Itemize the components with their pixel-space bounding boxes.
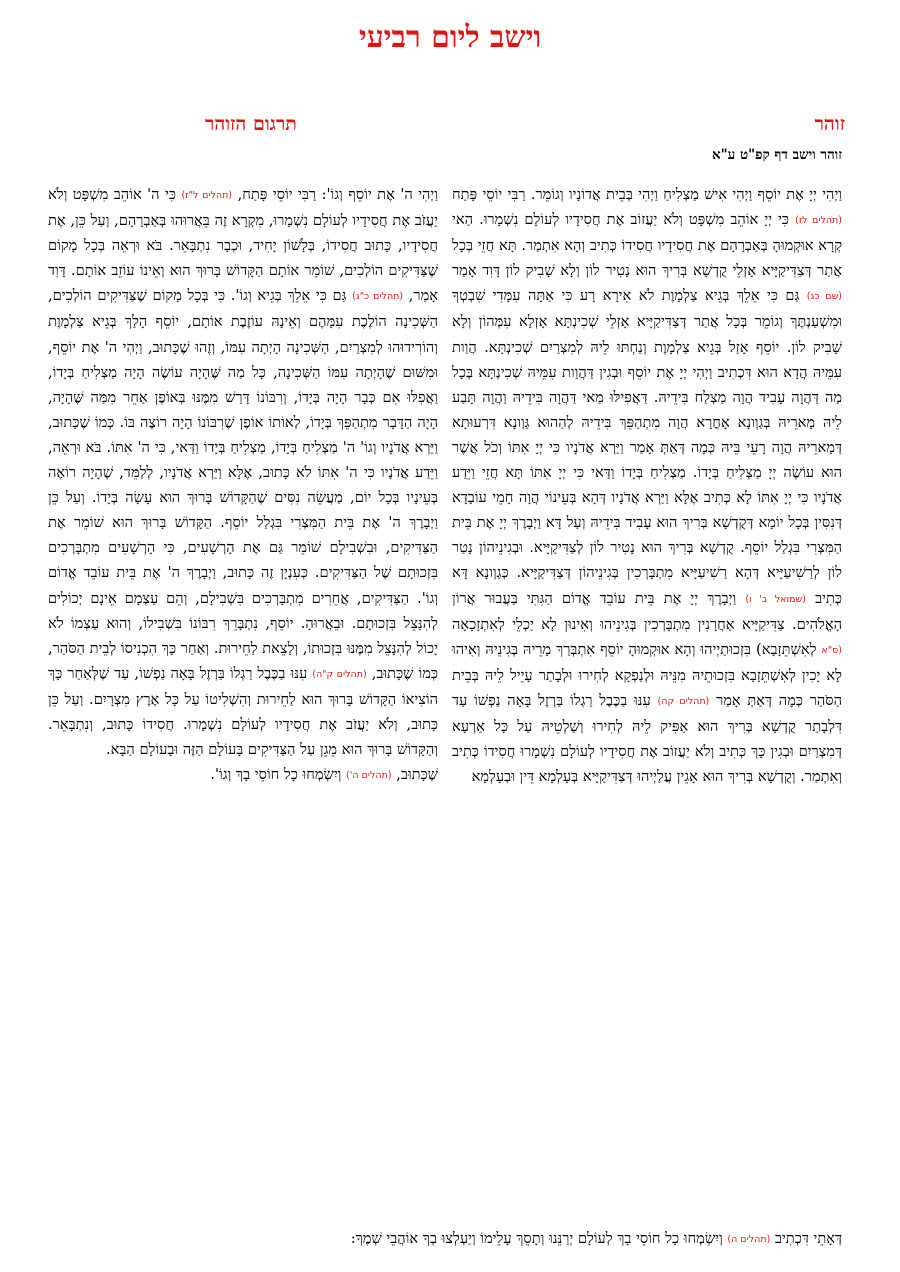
zohar-text: דְּאָתֵי דִּכְתִיב xyxy=(774,1230,842,1247)
zohar-text: וַיְהִי יְיָ אֶת יוֹסֵף וַיְהִי אִישׁ מַצְלִיחַ וַיְהִי בְּבֵית אֲדוֹנָיו וְגוֹמֵר. רַבִּי יוֹסֵי פָּתַח xyxy=(452,186,842,203)
targum-text: שֶׁכָּתוּב, xyxy=(396,766,438,784)
verse-reference: (תהלים לז) xyxy=(795,215,843,227)
verse-reference: (תהלים קה) xyxy=(657,695,710,707)
targum-paragraph xyxy=(48,762,438,788)
targum-text: עִנּוּ בַכֶּבֶל רַגְלוֹ בַּרְזֶל בָּאָה נַפְשׁוֹ, עַד שֶׁלְּאַחַר כָּךְ הוֹצִיאוֹ הַקָּדוֹשׁ בָּרוּךְ הוּא לַחֵירוּת וְהִשְׁלִיטוֹ עַל כָּל אֶרֶץ מִצְרָיִם. וְעַל כֵּן כָּתוּב, וְלֹא יַעֲזֹב אֶת חֲסִידָיו לְעוֹלָם נִשְׁמָרוּ. חֲסִידוֹ כָּתוּב, וְנִתְבָּאֵר. וְהַקָּדוֹשׁ בָּרוּךְ הוּא מֵגֵן עַל הַצַּדִּיקִים בָּעוֹלָם הַזֶּה וּבָעוֹלָם הַבָּא. xyxy=(48,664,438,759)
verse-reference: (תהלים ל"ז) xyxy=(181,190,233,201)
zohar-text: כִּי יְיָ אוֹהֵב מִשְׁפָּט וְלֹא יַעֲזוֹב אֶת חֲסִידָיו לְעוֹלָם נִשְׁמָרוּ. הַאי קְרָא אוּקְמוּהָ בְּאַבְרָהָם אֶת חֲסִידָיו חֲסִידוֹ כְּתִיב וְהָא אִתְמַר. תָּא חֲזֵי בְּכָל אֲתַר דְּצַדִּיקַיָּיא אָזְלֵי קֻדְשָׁא בְּרִיךְ הוּא נָטִיר לוֹן וְלָא שָׁבִיק לוֹן דָּוִד אָמַר xyxy=(452,211,842,280)
targum-text: וַיְהִי ה' אֶת יוֹסֵף וְגוֹ': רַבִּי יוֹסֵי פָּתַח, xyxy=(237,186,438,203)
zohar-heading: זוהר xyxy=(814,113,845,135)
targum-column xyxy=(48,182,438,788)
targum-text: גַּם כִּי אֵלֵךְ בְּגֵיא וְגוֹ'. כִּי בְּכָל מָקוֹם שֶׁצַּדִּיקִים הוֹלְכִים, הַשְּׁכִינָה הוֹלֶכֶת עִמָּהֶם וְאֵינָהּ עוֹזֶבֶת אוֹתָם, יוֹסֵף הָלַךְ בְּגֵיא צַלְמָוֶת וְהוֹרִידוּהוּ לְמִצְרַיִם, הַשְּׁכִינָה הָיְתָה עִמּוֹ, וְזֶהוּ שֶׁכָּתוּב, וַיְהִי ה' אֶת יוֹסֵף, וּמִשּׁוּם שֶׁהָיְתָה עִמּוֹ הַשְּׁכִינָה, כָּל מַה שֶּׁהָיָה עוֹשֶׂה הָיָה מַצְלִיחַ בְּיָדוֹ, וַאֲפִלּוּ אִם כְּבָר הָיָה בְּיָדוֹ, וְרִבּוֹנוֹ דָּרַשׁ מִמֶּנּוּ בְּאוֹפֶן אַחֵר מִמַּה שֶּׁהָיָה, הָיָה הַדָּבָר מִתְהַפֵּךְ בְּיָדוֹ, לְאוֹתוֹ אוֹפֶן שֶׁרִבּוֹנוֹ הָיָה רוֹצֶה בּוֹ. כְּמוֹ שֶׁכָּתוּב, וַיַּרְא אֲדֹנָיו וְגוֹ' ה' מַצְלִיחַ בְּיָדוֹ, מַצְלִיחַ בְּיָדוֹ וַדַּאי, כִּי ה' אִתּוֹ. בֹּא וּרְאֵה, וַיֵּדַע אֲדֹנָיו כִּי ה' אִתּוֹ לֹא כָּתוּב, אֶלָּא וַיַּרְא אֲדֹנָיו, לְלַמֵּד, שֶׁהָיָה רוֹאֶה בְּעֵינָיו בְּכָל יוֹם, מַעֲשֵׂה נִסִּים שֶׁהַקָּדוֹשׁ בָּרוּךְ הוּא עָשָׂה בְּיָדוֹ. וְעַל כֵּן וַיְבָרֶךְ ה' אֶת בֵּית הַמִּצְרִי בִּגְלַל יוֹסֵף. הַקָּדוֹשׁ בָּרוּךְ הוּא שׁוֹמֵר אֶת הַצַּדִּיקִים, וּבִשְׁבִילָם שׁוֹמֵר גַּם אֶת הָרְשָׁעִים, כִּי הָרְשָׁעִים מִתְבָּרְכִים בִּזְכוּתָם שֶׁל הַצַּדִּיקִים. כְּעִנְיָן זֶה כָּתוּב, וַיְבָרֶךְ ה' אֶת בֵּית עוֹבֵד אֱדוֹם וְגוֹ'. הַצַּדִּיקִים, אֲחֵרִים מִתְבָּרְכִים בִּשְׁבִילָם, וְהֵם עַצְמָם אֵינָם יְכוֹלִים לְהִנָּצֵל בִּזְכוּתָם. וּבֵאֲרוּהָ. יוֹסֵף, נִתְבָּרֵךְ רִבּוֹנוֹ בִּשְׁבִילוֹ, וְהוּא עַצְמוֹ לֹא יָכוֹל לְהִנָּצֵל מִמֶּנּוּ בִּזְכוּתוֹ, וְלָצֵאת לַחֵירוּת. וְאַחַר כָּךְ הִכְנִיסוֹ לְבֵית הַסֹּהַר, כְּמוֹ שֶׁכָּתוּב, xyxy=(48,287,439,682)
targum-text: וְיִשְׂמְחוּ כָל חוֹסֵי בָךְ וְגוֹ'. xyxy=(210,766,342,784)
zohar-paragraph xyxy=(452,182,842,789)
targum-text: כִּי ה' אוֹהֵב מִשְׁפָּט וְלֹא יַעֲזֹב אֶת חֲסִידָיו לְעוֹלָם נִשְׁמָרוּ, מִקְרָא זֶה בֵּאֲרוּהוּ בְּאַבְרָהָם, וְעַל כֵּן, אֶת חֲסִידָיו, כָּתוּב חֲסִידוֹ, בְּלָשׁוֹן יָחִיד, וּכְבָר נִתְבָּאֵר. בֹּא וּרְאֵה בְּכָל מָקוֹם שֶׁצַּדִּיקִים הוֹלְכִים, שׁוֹמֵר אוֹתָם הַקָּדוֹשׁ בָּרוּךְ הוּא וְאֵינוֹ עוֹזֵב אוֹתָם. דָּוִד אָמַר, xyxy=(48,186,439,305)
source-reference: זוהר וישב דף קפ"ט ע"א xyxy=(711,147,842,163)
targum-paragraph xyxy=(48,182,438,762)
verse-reference: (תהלים ק"ה) xyxy=(312,668,367,680)
verse-reference: (שם כג) xyxy=(806,291,843,303)
targum-heading: תרגום הזוהר xyxy=(205,113,297,135)
zohar-text: וְיִשְׂמְחוּ כָל חוֹסֵי בָךְ לְעוֹלָם יְרַנֵּנוּ וְתָסֵךְ עָלֵימוֹ וְיַעְלְצוּ בְךָ אוֹהֲבֵי שְׁמֶךָ: xyxy=(350,1230,723,1247)
zohar-text: וַיְבָרֶךְ יְיָ אֶת בֵּית עוֹבֵד אֱדוֹם הַגִּתִּי בַּעֲבוּר אֲרוֹן הָאֱלֹהִים. צַדִּיקַיָּיא אַחֲרָנִין מִתְבָּרְכִין בְּגִינֵיהוּ וְאִינוּן לָא יַכְלֵי לְאִתְזָכָאָה xyxy=(452,589,842,633)
zohar-text: עִנּוּ בַכֶּבֶל רַגְלוֹ בַּרְזֶל בָּאָה נַפְשׁוֹ עַד דִּלְבָתַר קֻדְשָׁא בְּרִיךְ הוּא אַפִּיק לֵיהּ לְחִירוּ וְשַׁלְטֵיהּ עַל כָּל אַרְעָא דְּמִצְרַיִם וּבְגִין כָּךְ כְּתִיב וְלֹא יַעֲזוֹב אֶת חֲסִידָיו לְעוֹלָם נִשְׁמָרוּ חֲסִידוֹ כְּתִיב וְאִתְמַר. וְקֻדְשָׁא בְּרִיךְ הוּא אָגֵין עֲלַיְיהוּ דְּצַדִּיקַיָּיא בְּעָלְמָא דֵּין וּבְעָלְמָא xyxy=(452,691,842,786)
page-title: וישב ליום רביעי xyxy=(358,20,542,55)
zohar-text: לְאִשְׁתֵּזָבָא) בִּזְכוּתַיְיהוּ וְהָא אוּקְמוּהָ יוֹסֵף אִתְבְּרַךְ מָרֵיהּ בְּגִינֵיהּ וְאִיהוּ לָא יָכִין לְאִשְׁתֵּזָבָא בִּזְכוּתֵיהּ מִנֵּיהּ וּלְנַפְקָא לְחִירוּ וּלְבָתַר עָיֵיל לֵיהּ בְּבֵית הַסֹּהַר כְּמָה דְּאַתְּ אָמַר xyxy=(452,640,842,709)
zohar-closing-line xyxy=(48,1226,842,1252)
zohar-column xyxy=(452,182,842,789)
verse-reference: (תהלים כ"ג) xyxy=(352,291,404,303)
zohar-text: גַּם כִּי אֵלֵךְ בְּגֵיא צַלְמָוֶת לֹא אִירָא רָע כִּי אַתָּה עִמָּדִי שִׁבְטְךָ וּמִשְׁעַנְתֶּךָ וְגוֹמֵר בְּכָל אֲתַר דְּצַדִּיקַיָּיא אָזְלֵי שְׁכִינְתָּא אָזְלָא עִמְּהוֹן וְלָא שָׁבִיק לוֹן. יוֹסֵף אָזַל בְּגֵיא צַלְמָוֶת וְנַחְתּוּ לֵיהּ לְמִצְרַיִם שְׁכִינְתָּא. הֲוַות עִמֵּיהּ הֲדָא הוּא דִּכְתִיב וַיְהִי יְיָ אֶת יוֹסֵף וּבְגִין דַּהֲוַות עִמֵּיהּ שְׁכִינְתָּא בְּכָל מַה דַּהֲוָה עָבִיד הֲוָה מַצְלַח בִּידֵיהּ. דַּאֲפִילּוּ מַאי דַּהֲוָה בִּידֵיהּ וַהֲוָה תָּבַע לֵיהּ מָארֵיהּ בְּגַוְונָא אָחֳרָא הֲוָה מִתְהַפֵּךְ בִּידֵיהּ לְהַהוּא גַּוְונָא דִּרְעוּתָא דְּמָארֵיהּ הֲוָה רָעֵי בֵּיהּ כְּמָה דְּאַתְּ אָמַר וַיַּרְא אֲדֹנָיו כִּי יְיָ אִתּוֹ וְכֹל אֲשֶׁר הוּא עוֹשֶׂה יְיָ מַצְלִיחַ בְּיָדוֹ. מַצְלִיחַ בְּיָדוֹ וַדַּאי כִּי יְיָ אִתּוֹ תָּא חֲזֵי וַיֵּדַע אֲדֹנָיו כִּי יְיָ אִתּוֹ לָא כְּתִיב אֶלָּא וַיַּרְא אֲדֹנָיו דְּהָא בְּעֵינוֹי הֲוָה חָמֵי עוֹבָדָא דְּנִסִּין בְּכָל יוֹמָא דְּקֻדְשָׁא בְּרִיךְ הוּא עָבִיד בִּידֵיהּ וְעַל דָּא וַיְבָרֶךְ יְיָ אֶת בֵּית הַמִּצְרִי בִּגְלַל יוֹסֵף. קֻדְשָׁא בְּרִיךְ הוּא נָטִיר לוֹן לְצַדִּיקַיָּיא. וּבְגִינֵיהוֹן נָטַר לוֹן לְרַשִׁיעַיָּיא דְּהָא רַשִׁיעַיָּיא מִתְבָּרְכִין בְּגִינֵיהוֹן דְּצַדִּיקַיָּיא. כְּגַוְונָא דָּא כְּתִיב xyxy=(452,287,842,607)
verse-reference: (שמואל ב' ו) xyxy=(745,593,806,605)
verse-reference: (ס"א xyxy=(821,644,842,656)
verse-reference: (תהלים ה) xyxy=(727,1234,771,1245)
verse-reference: (תהלים ה') xyxy=(346,770,392,782)
